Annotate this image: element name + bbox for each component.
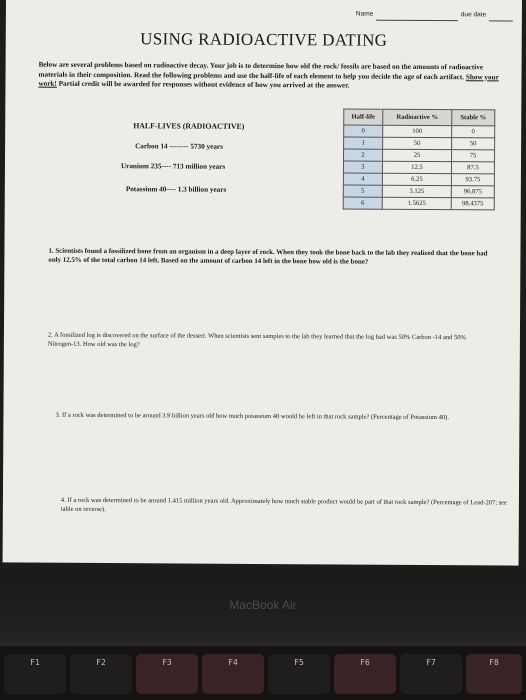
- table-cell: 5: [343, 185, 382, 197]
- intro-text-2: Partial credit will be awarded for responses without evidence of how you arrived at the answer.: [56, 79, 350, 90]
- table-row: [344, 137, 495, 150]
- table-row: [344, 149, 495, 162]
- key-f3[interactable]: [136, 654, 198, 694]
- table-cell: 1: [344, 137, 383, 149]
- table-header: Radioactive %: [383, 109, 452, 125]
- half-life-carbon: Carbon 14 -------- 5730 years: [135, 142, 223, 151]
- table-row: [343, 185, 494, 198]
- key-f6[interactable]: [334, 654, 396, 694]
- key-label: F3: [162, 658, 172, 667]
- intro-text-1: Below are several problems based on radioactive decay. Your job is to determine how old the rock/ fossils are based on the amounts of radioactive materials in their composition. Read the following problems and use the half-life of each element to help you decide the age of each artifact.: [38, 60, 484, 81]
- table-header-row: [344, 109, 495, 126]
- name-label: Name: [355, 10, 374, 18]
- table-cell: 3.125: [382, 185, 451, 197]
- table-row: [343, 197, 494, 210]
- table-cell: 87.5: [451, 162, 494, 174]
- table-cell: 4: [343, 173, 382, 185]
- table-cell: 98.4375: [451, 198, 494, 210]
- table-cell: 25: [383, 149, 452, 161]
- table-cell: 100: [383, 125, 452, 137]
- intro-paragraph: [38, 61, 508, 93]
- table-cell: 2: [344, 149, 383, 161]
- question-2: 2. A fossilized log is discovered on the surface of the dessert. When scientists sent samples to the lab they learned that the log had was 50% Carbon -14 and 50% Nitrogen-13. How old was the log?: [47, 331, 466, 348]
- table-cell: 1.5625: [382, 197, 451, 209]
- key-label: F6: [360, 658, 370, 667]
- question-3: 3. If a rock was determined to be around 3.9 billion years old how much potassium 40 would be left in that rock sample? (Percentage of Potassium 40).: [55, 411, 449, 422]
- keyboard-function-row: [0, 646, 526, 700]
- key-label: F2: [96, 658, 106, 667]
- half-lives-heading: HALF-LIVES (RADIOACTIVE): [133, 121, 245, 131]
- half-life-table: [343, 108, 496, 210]
- table-cell: 0: [452, 126, 495, 138]
- question-1: 1. Scientists found a fossilized bone from an organism in a deep layer of rock. When they took the bone back to the lab they realized that the bone had only 12.5% of the total carbon 14 left. Based on the amount of carbon 14 left in the bone how old is the bone?: [48, 247, 488, 266]
- table-cell: 3: [343, 161, 382, 173]
- page-title: USING RADIOACTIVE DATING: [140, 29, 388, 50]
- question-4: 4. If a rock was determined to be around 1.415 million years old. Approximately how much stable product would be part of that rock sample? (Percentage of Lead-207; see table on reverse).: [60, 496, 507, 513]
- key-label: F1: [30, 658, 40, 667]
- half-life-potassium: Potassium 40---- 1.3 billion years: [125, 185, 227, 194]
- table-cell: 12.5: [382, 161, 451, 173]
- table-cell: 0: [344, 125, 383, 137]
- key-label: F4: [228, 658, 238, 667]
- due-date-label: due date: [460, 11, 487, 19]
- name-underline: [376, 20, 458, 22]
- table-cell: 50: [452, 138, 495, 150]
- key-f5[interactable]: [268, 654, 330, 694]
- key-label: F8: [489, 658, 499, 667]
- table-row: [343, 173, 494, 186]
- table-row: [344, 125, 495, 138]
- key-f8[interactable]: [466, 654, 522, 694]
- intro-emphasis: Show your work!: [38, 72, 499, 88]
- table-header: Half-life: [344, 109, 383, 125]
- table-cell: 75: [452, 150, 495, 162]
- worksheet-page: [3, 0, 522, 566]
- table-cell: 96.875: [451, 186, 494, 198]
- table-cell: 50: [383, 137, 452, 149]
- key-f1[interactable]: [4, 654, 66, 694]
- table-cell: 93.75: [451, 174, 494, 186]
- table-header: Stable %: [452, 110, 495, 126]
- half-life-uranium: Uranium 235---- 713 million years: [120, 162, 226, 171]
- key-f4[interactable]: [202, 654, 264, 694]
- table-cell: 6.25: [382, 173, 451, 185]
- key-f7[interactable]: [400, 654, 462, 694]
- key-f2[interactable]: [70, 654, 132, 694]
- due-date-underline: [489, 20, 513, 21]
- table-cell: 6: [343, 197, 382, 209]
- key-label: F5: [294, 658, 304, 667]
- table-row: [343, 161, 494, 174]
- key-label: F7: [426, 658, 436, 667]
- laptop-brand-label: MacBook Air: [229, 598, 297, 612]
